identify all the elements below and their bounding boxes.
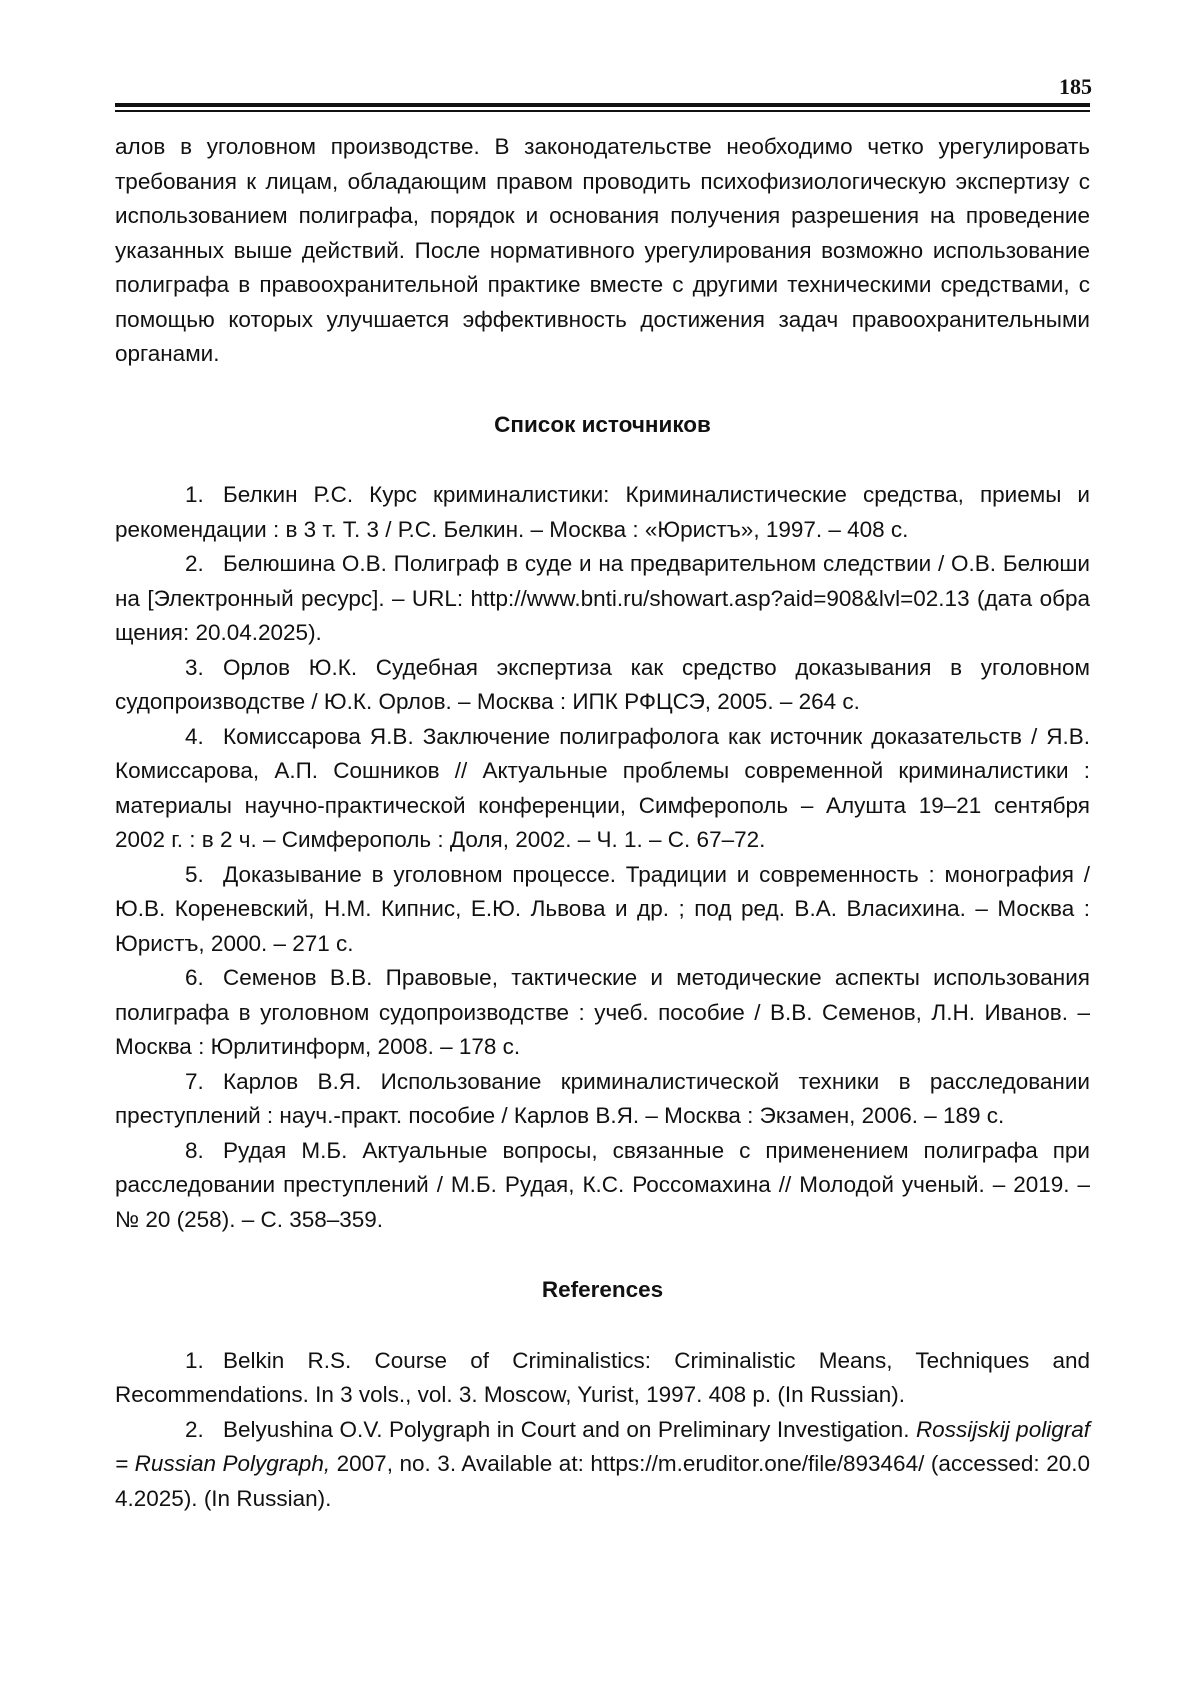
source-text: Доказывание в уголовном процессе. Традиции и современность : монография / Ю.В. Кореневский, Н.М. Кипнис, Е.Ю. Львова и др. ; под ред. В.А. Власихина. – Москва : Юристъ, 2000. – 271 с. bbox=[115, 861, 1090, 956]
sources-list bbox=[115, 478, 1090, 1237]
reference-journal: Rossijskij poligraf = Russian Polygraph, bbox=[115, 1416, 1090, 1476]
header-rule-thin bbox=[115, 110, 1090, 112]
source-text: Белкин Р.С. Курс криминалистики: Криминалистические средства, приемы и рекомендации : в 3 т. Т. 3 / Р.С. Белкин. – Москва : «Юристъ», 1997. – 408 с. bbox=[115, 482, 1090, 542]
reference-item-2 bbox=[115, 1413, 1090, 1517]
source-text: Семенов В.В. Правовые, тактические и методические аспекты использования полиграфа в уголовном судопроизводстве : учеб. пособие / В.В. Семенов, Л.Н. Иванов. – Москва : Юрлитинформ, 2008. – 178 с. bbox=[115, 965, 1090, 1059]
source-number: 6. bbox=[185, 965, 204, 990]
source-number: 3. bbox=[185, 654, 204, 680]
source-number: 8. bbox=[185, 1137, 204, 1163]
source-item-7 bbox=[115, 1065, 1090, 1134]
source-item-3 bbox=[115, 651, 1090, 720]
source-text: Белюшина О.В. Полиграф в суде и на предварительном следствии / О.В. Белюшина [Электронный ресурс]. – URL: http://www.bnti.ru/showart.asp?aid=908&lvl=02.13 (дата обращения: 20.04.2025). bbox=[115, 551, 1090, 645]
source-item-1 bbox=[115, 478, 1090, 547]
sources-heading: Список источников bbox=[494, 411, 711, 437]
body-paragraph: алов в уголовном производстве. В законодательстве необходимо четко урегулировать требования к лицам, обладающим правом проводить психофизиологическую экспертизу с использованием полиграфа, порядок и основания получения разрешения на проведение указанных выше действий. После нормативного урегулирования возможно использование полиграфа в правоохранительной практике вместе с другими техническими средствами, с помощью которых улучшается эффективность достижения задач правоохранительными органами. bbox=[115, 134, 1090, 366]
page-content bbox=[115, 130, 1090, 1516]
source-text: Рудая М.Б. Актуальные вопросы, связанные с применением полиграфа при расследовании преступлений / М.Б. Рудая, К.С. Россомахина // Молодой ученый. – 2019. – № 20 (258). – С. 358–359. bbox=[115, 1137, 1090, 1232]
page-number: 185 bbox=[1059, 74, 1092, 99]
source-item-2 bbox=[115, 547, 1090, 651]
source-item-5 bbox=[115, 858, 1090, 962]
source-number: 4. bbox=[185, 723, 204, 749]
source-item-8 bbox=[115, 1134, 1090, 1238]
source-item-4 bbox=[115, 720, 1090, 858]
source-number: 1. bbox=[185, 482, 204, 507]
references-list bbox=[115, 1344, 1090, 1517]
source-item-6 bbox=[115, 961, 1090, 1065]
source-text: Комиссарова Я.В. Заключение полиграфолога как источник доказательств / Я.В. Комиссарова, А.П. Сошников // Актуальные проблемы современной криминалистики : материалы научно-практической конференции, Симферополь – Алушта 19–21 сентября 2002 г. : в 2 ч. – Симферополь : Доля, 2002. – Ч. 1. – С. 67–72. bbox=[115, 723, 1090, 852]
reference-text: Belkin R.S. Course of Criminalistics: Criminalistic Means, Techniques and Recommendations. In 3 vols., vol. 3. Moscow, Yurist, 1997. 408 p. (In Russian). bbox=[115, 1347, 1090, 1407]
source-number: 2. bbox=[185, 551, 204, 576]
references-heading: References bbox=[541, 1277, 664, 1302]
source-number: 5. bbox=[185, 861, 204, 887]
source-text: Карлов В.Я. Использование криминалистической техники в расследовании преступлений : науч.-практ. пособие / Карлов В.Я. – Москва : Экзамен, 2006. – 189 с. bbox=[115, 1068, 1090, 1128]
source-text: Орлов Ю.К. Судебная экспертиза как средство доказывания в уголовном судопроизводстве / Ю.К. Орлов. – Москва : ИПК РФЦСЭ, 2005. – 264 с. bbox=[115, 654, 1090, 714]
reference-number: 1. bbox=[185, 1347, 204, 1373]
reference-number: 2. bbox=[185, 1416, 204, 1442]
reference-text-before: Belyushina O.V. Polygraph in Court and on Preliminary Investigation. bbox=[223, 1416, 916, 1442]
reference-item-1 bbox=[115, 1344, 1090, 1413]
reference-text-after: 2007, no. 3. Available at: https://m.eruditor.one/file/893464/ (accessed: 20.04.2025). (In Russian). bbox=[115, 1451, 1091, 1511]
source-number: 7. bbox=[185, 1068, 204, 1094]
header-rule-thick bbox=[115, 103, 1090, 107]
